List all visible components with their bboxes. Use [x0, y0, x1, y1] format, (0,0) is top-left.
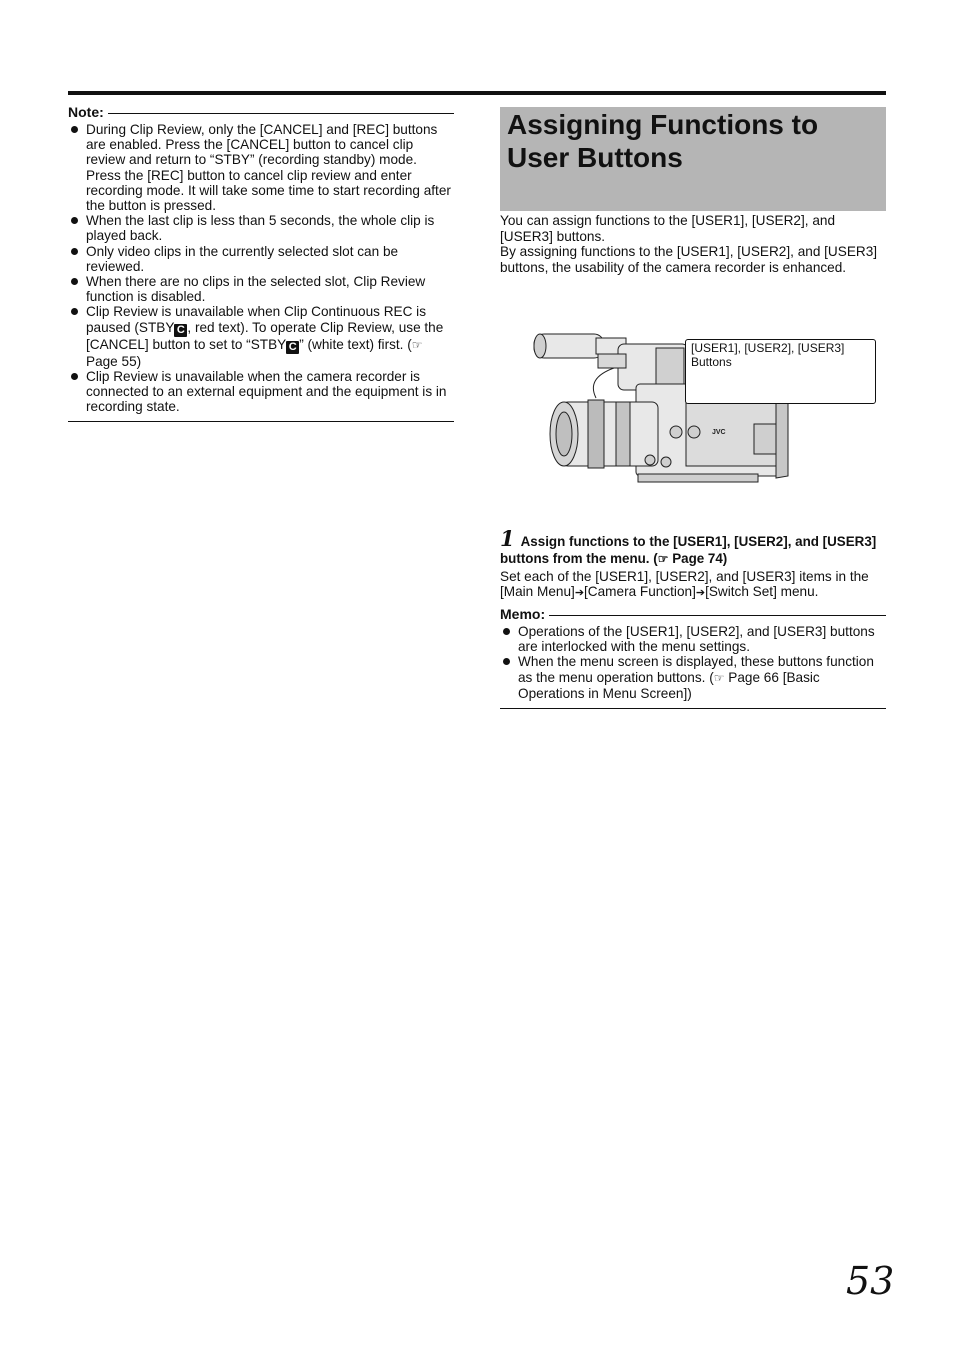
memo-section [500, 606, 886, 709]
step-body: Set each of the [USER1], [USER2], and [USER3] items in the [Main Menu]➔[Camera Function]➔[Switch Set] menu. [500, 569, 869, 600]
note-item: Clip Review is unavailable when Clip Continuous REC is paused (STBY C , red text). To operate Clip Review, use the [CANCEL] button to set to “STBY C ” (white text) first. (☞ Page 55) [68, 304, 454, 368]
memo-end-rule [500, 708, 886, 709]
section-title-band [500, 107, 886, 211]
section-intro [500, 213, 880, 275]
note-list [68, 122, 454, 414]
note-label: Note: [68, 104, 104, 120]
bullet-icon [71, 278, 78, 285]
continuous-rec-icon: C [174, 324, 187, 337]
bullet-icon [503, 628, 510, 635]
intro-paragraph: By assigning functions to the [USER1], [USER2], and [USER3] buttons, the usability of the camera recorder is enhanced. [500, 244, 878, 275]
page-reference-icon: ☞ [411, 337, 423, 352]
page-reference-icon: ☞ [657, 552, 669, 566]
bullet-icon [71, 308, 78, 315]
arrow-right-icon: ➔ [574, 587, 585, 600]
memo-list [500, 624, 886, 701]
note-item: When there are no clips in the selected slot, Clip Review function is disabled. [68, 274, 454, 304]
continuous-rec-icon: C [286, 341, 299, 354]
bullet-icon [71, 373, 78, 380]
step-1 [500, 526, 886, 601]
section-title: Assigning Functions to User Buttons [507, 109, 819, 173]
memo-item: Operations of the [USER1], [USER2], and [USER3] buttons are interlocked with the menu settings. [500, 624, 886, 654]
memo-item: When the menu screen is displayed, these buttons function as the menu operation buttons. (☞ Page 66 [Basic Operations in Menu Screen]) [500, 654, 886, 701]
page-number: 53 [846, 1259, 895, 1303]
callout-label: [USER1], [USER2], [USER3] Buttons [691, 341, 845, 369]
bullet-icon [71, 217, 78, 224]
note-section [68, 104, 454, 422]
arrow-right-icon: ➔ [695, 587, 706, 600]
memo-label: Memo: [500, 606, 546, 622]
bullet-icon [71, 126, 78, 133]
top-rule [68, 91, 886, 95]
note-end-rule [68, 421, 454, 422]
note-item: When the last clip is less than 5 seconds, the whole clip is played back. [68, 213, 454, 243]
note-header-rule [108, 113, 454, 114]
note-item: Clip Review is unavailable when the camera recorder is connected to an external equipment and the equipment is in recording state. [68, 369, 454, 415]
intro-paragraph: You can assign functions to the [USER1], [USER2], and [USER3] buttons. [500, 213, 836, 244]
note-item: Only video clips in the currently selected slot can be reviewed. [68, 244, 454, 274]
jvc-logo: JVC [712, 429, 726, 436]
step-number: 1 [500, 526, 515, 551]
bullet-icon [71, 248, 78, 255]
user-buttons-callout [685, 339, 876, 404]
note-item: During Clip Review, only the [CANCEL] and [REC] buttons are enabled. Press the [CANCEL] button to cancel clip review and return to “STBY” (recording standby) mode. Press the [REC] button to cancel clip review and enter recording mode. It will take some time to start recording after the button is pressed. [68, 122, 454, 213]
page-reference-icon: ☞ [713, 670, 725, 685]
bullet-icon [503, 658, 510, 665]
step-heading: 1 Assign functions to the [USER1], [USER2], and [USER3] buttons from the menu. (☞ Page 74) [500, 526, 877, 566]
note-header [68, 104, 454, 120]
memo-header [500, 606, 886, 622]
memo-header-rule [549, 615, 886, 616]
